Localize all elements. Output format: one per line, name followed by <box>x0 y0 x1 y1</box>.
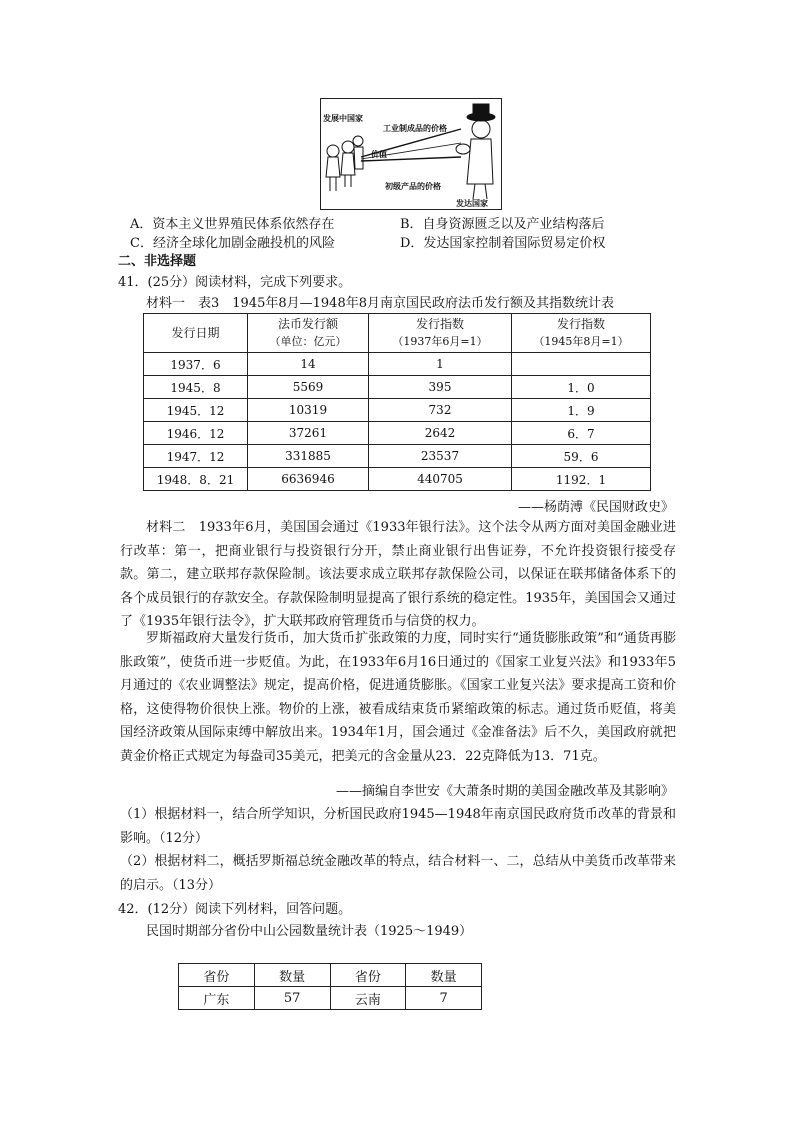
material1-title: 材料一 表3 1945年8月—1948年8月南京国民政府法币发行额及其指数统计表 <box>146 296 614 311</box>
cell: 1．9 <box>512 399 651 422</box>
header-cell: 省份 <box>179 964 255 987</box>
table-row <box>144 422 651 445</box>
cell: 1948．8．21 <box>144 468 248 491</box>
table-row <box>144 353 651 376</box>
header-cell: 数量 <box>406 964 482 987</box>
header-cell: 发行指数 （1945年8月=1） <box>512 314 651 353</box>
park-count-table <box>178 963 482 1010</box>
table-row <box>144 399 651 422</box>
cell: 14 <box>248 353 369 376</box>
cell: 7 <box>406 987 482 1010</box>
cell: 440705 <box>369 468 512 491</box>
cell: 1192．1 <box>512 468 651 491</box>
scissor-handle <box>456 144 470 154</box>
option-b: B．自身资源匮乏以及产业结构落后 <box>400 217 605 232</box>
material2-paragraph-2: 罗斯福政府大量发行货币，加大货币扩张政策的力度，同时实行“通货膨胀政策”和“通货再膨胀政策”，使货币进一步贬值。为此，在1933年6月16日通过的《国家工业复兴法》和1933年5月通过的《农业调整法》规定，提高价格，促进通货膨胀。《国家工业复兴法》要求提高工资和价格，这使得物价很快上涨。物价的上涨，被看成结束货币紧缩政策的标志。通过货币贬值，将美国经济政策从国际束缚中解放出来。1934年1月，国会通过《金准备法》后不久，美国政府就把黄金价格正式规定为每盎司35美元，把美元的含金量从23．22克降低为13．71克。 <box>120 631 676 764</box>
cell: 59．6 <box>512 445 651 468</box>
cell: 1947．12 <box>144 445 248 468</box>
adult-body <box>467 139 493 184</box>
table-row <box>144 468 651 491</box>
cell: 732 <box>369 399 512 422</box>
label-primary-price: 初级产品的价格 <box>385 182 441 191</box>
cell: 1945．12 <box>144 399 248 422</box>
adult-head <box>472 120 490 138</box>
cell: 1 <box>369 353 512 376</box>
cell: 5569 <box>248 376 369 399</box>
child-body-1 <box>326 157 340 177</box>
currency-issuance-table <box>143 313 651 491</box>
label-developing-countries: 发展中国家 <box>323 114 363 123</box>
table-row <box>144 376 651 399</box>
header-cell: 法币发行额 （单位：亿元） <box>248 314 369 353</box>
cell: 6．7 <box>512 422 651 445</box>
cell: 1945．8 <box>144 376 248 399</box>
cell: 10319 <box>248 399 369 422</box>
header-cell: 省份 <box>330 964 406 987</box>
source-1: ——杨荫溥《民国财政史》 <box>517 500 674 515</box>
header-cell: 发行日期 <box>144 314 248 353</box>
option-d: D．发达国家控制着国际贸易定价权 <box>400 236 606 251</box>
table-row <box>179 987 482 1010</box>
cell: 1937．6 <box>144 353 248 376</box>
child-head-3 <box>353 136 363 146</box>
child-body-2 <box>341 153 355 175</box>
source-2: ——摘编自李世安《大萧条时期的美国金融改革及其影响》 <box>335 784 674 799</box>
q42-header: 42．(12分）阅读下列材料，回答问题。 <box>118 902 352 917</box>
table-row <box>144 445 651 468</box>
table-header-row <box>144 314 651 353</box>
cell: 1946．12 <box>144 422 248 445</box>
cell: 1．0 <box>512 376 651 399</box>
cell: 广东 <box>179 987 255 1010</box>
cell: 37261 <box>248 422 369 445</box>
option-c: C．经济全球化加剧金融投机的风险 <box>130 236 335 251</box>
material2-paragraph-1: 材料二 1933年6月，美国国会通过《1933年银行法》。这个法令从两方面对美国金融业进行改革：第一，把商业银行与投资银行分开，禁止商业银行出售证券，不允许投资银行接受存款。第二，建立联邦存款保险制。该法要求成立联邦存款保险公司，以保证在联邦储备体系下的各个成员银行的存款安全。存款保险制明显提高了银行系统的稳定性。1935年，美国国会又通过了《1935年银行法令》，扩大联邦政府管理货币与信贷的权力。 <box>120 520 676 630</box>
cell: 23537 <box>369 445 512 468</box>
option-a: A．资本主义世界殖民体系依然存在 <box>130 217 335 232</box>
q42-table-title: 民国时期部分省份中山公园数量统计表（1925～1949） <box>146 924 473 939</box>
cell: 331885 <box>248 445 369 468</box>
label-developed-countries: 发达国家 <box>456 199 488 208</box>
cell <box>512 353 651 376</box>
adult-hat-top <box>473 104 489 117</box>
cell: 云南 <box>330 987 406 1010</box>
header-cell: 数量 <box>254 964 330 987</box>
cell: 6636946 <box>248 468 369 491</box>
label-industrial-price: 工业制成品的价格 <box>383 124 447 133</box>
cell: 395 <box>369 376 512 399</box>
cell: 2642 <box>369 422 512 445</box>
header-cell: 发行指数 （1937年6月=1） <box>369 314 512 353</box>
cartoon-illustration <box>320 98 502 210</box>
section-title: 二、非选择题 <box>118 254 197 269</box>
q41-sub-question-1: （1）根据材料一，结合所学知识，分析国民政府1945—1948年南京国民政府货币改革的背景和影响。（12分） <box>120 807 676 846</box>
q41-header: 41．(25分）阅读材料，完成下列要求。 <box>118 275 352 290</box>
table-header-row <box>179 964 482 987</box>
child-head-1 <box>327 145 339 157</box>
cell: 57 <box>254 987 330 1010</box>
q41-sub-question-2: （2）根据材料二，概括罗斯福总统金融改革的特点，结合材料一、二，总结从中美货币改革带来的启示。（13分） <box>120 854 676 893</box>
label-value: 价值 <box>371 150 387 159</box>
child-head-2 <box>342 141 354 153</box>
